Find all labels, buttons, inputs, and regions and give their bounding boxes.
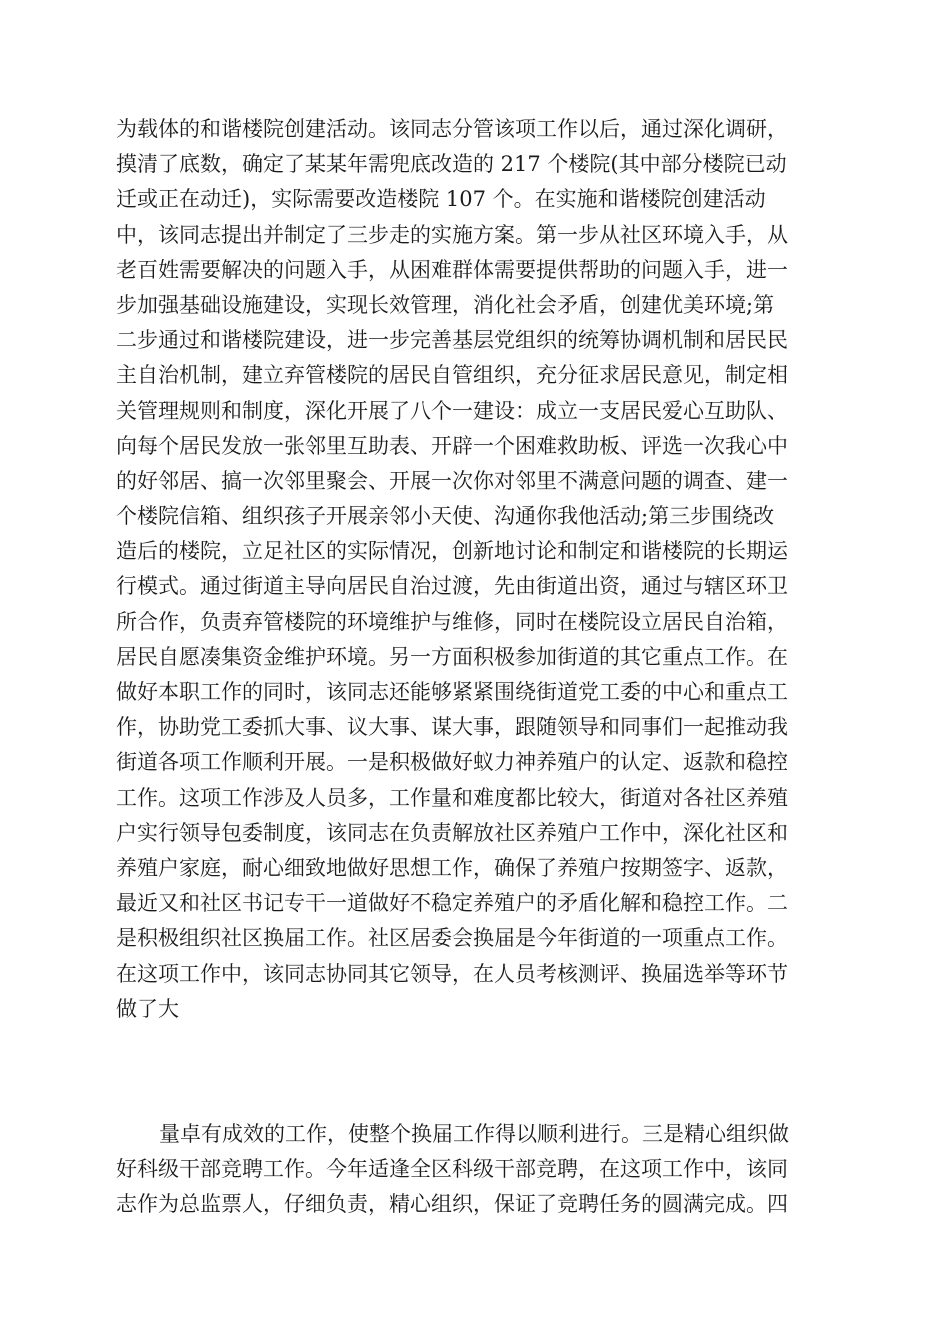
text-line: 所合作，负责弃管楼院的环境维护与维修，同时在楼院设立居民自治箱， — [116, 609, 788, 634]
text-line: 量卓有成效的工作，使整个换届工作得以顺利进行。三是精心组织做 — [159, 1122, 789, 1146]
body-paragraph — [116, 1117, 836, 1223]
text-line: 迁或正在动迁)，实际需要改造楼院 107 个。在实施和谐楼院创建活动 — [116, 187, 766, 212]
text-line: 老百姓需要解决的问题入手，从困难群体需要提供帮助的问题入手，进一 — [116, 257, 788, 282]
text-line: 造后的楼院，立足社区的实际情况，创新地讨论和制定和谐楼院的长期运 — [116, 539, 788, 564]
text-line: 二步通过和谐楼院建设，进一步完善基层党组织的统筹协调机制和居民民 — [116, 328, 788, 353]
text-line: 街道各项工作顺利开展。一是积极做好蚁力神养殖户的认定、返款和稳控 — [116, 750, 788, 775]
text-line: 户实行领导包委制度，该同志在负责解放社区养殖户工作中，深化社区和 — [116, 820, 788, 845]
text-line: 作，协助党工委抓大事、议大事、谋大事，跟随领导和同事们一起推动我 — [116, 715, 788, 740]
body-paragraph — [116, 112, 836, 1027]
text-line: 做好本职工作的同时，该同志还能够紧紧围绕街道党工委的中心和重点工 — [116, 680, 788, 704]
text-line: 摸清了底数，确定了某某年需兜底改造的 217 个楼院(其中部分楼院已动 — [116, 152, 787, 177]
text-line: 工作。这项工作涉及人员多，工作量和难度都比较大，街道对各社区养殖 — [116, 785, 788, 810]
text-line: 最近又和社区书记专干一道做好不稳定养殖户的矛盾化解和稳控工作。二 — [116, 891, 788, 916]
text-line: 步加强基础设施建设，实现长效管理，消化社会矛盾，创建优美环境;第 — [116, 292, 775, 317]
text-line: 养殖户家庭，耐心细致地做好思想工作，确保了养殖户按期签字、返款， — [116, 855, 788, 880]
text-line: 向每个居民发放一张邻里互助表、开辟一个困难救助板、评选一次我心中 — [116, 433, 788, 458]
text-line: 个楼院信箱、组织孩子开展亲邻小天使、沟通你我他活动;第三步围绕改 — [116, 504, 775, 529]
text-line: 在这项工作中，该同志协同其它领导，在人员考核测评、换届选举等环节 — [116, 961, 788, 986]
text-line: 志作为总监票人，仔细负责，精心组织，保证了竞聘任务的圆满完成。四 — [116, 1192, 788, 1217]
text-line: 中，该同志提出并制定了三步走的实施方案。第一步从社区环境入手，从 — [116, 222, 788, 247]
text-line: 好科级干部竞聘工作。今年适逢全区科级干部竞聘，在这项工作中，该同 — [116, 1157, 788, 1182]
text-line: 为载体的和谐楼院创建活动。该同志分管该项工作以后，通过深化调研， — [116, 117, 788, 141]
text-line: 做了大 — [116, 996, 179, 1021]
text-line: 主自治机制，建立弃管楼院的居民自管组织，充分征求居民意见，制定相 — [116, 363, 788, 388]
text-line: 关管理规则和制度，深化开展了八个一建设：成立一支居民爱心互助队、 — [116, 398, 788, 423]
text-line: 的好邻居、搞一次邻里聚会、开展一次你对邻里不满意问题的调查、建一 — [116, 468, 788, 493]
text-line: 行模式。通过街道主导向居民自治过渡，先由街道出资，通过与辖区环卫 — [116, 574, 788, 599]
text-line: 是积极组织社区换届工作。社区居委会换届是今年街道的一项重点工作。 — [116, 926, 788, 951]
text-line: 居民自愿凑集资金维护环境。另一方面积极参加街道的其它重点工作。在 — [116, 644, 788, 669]
